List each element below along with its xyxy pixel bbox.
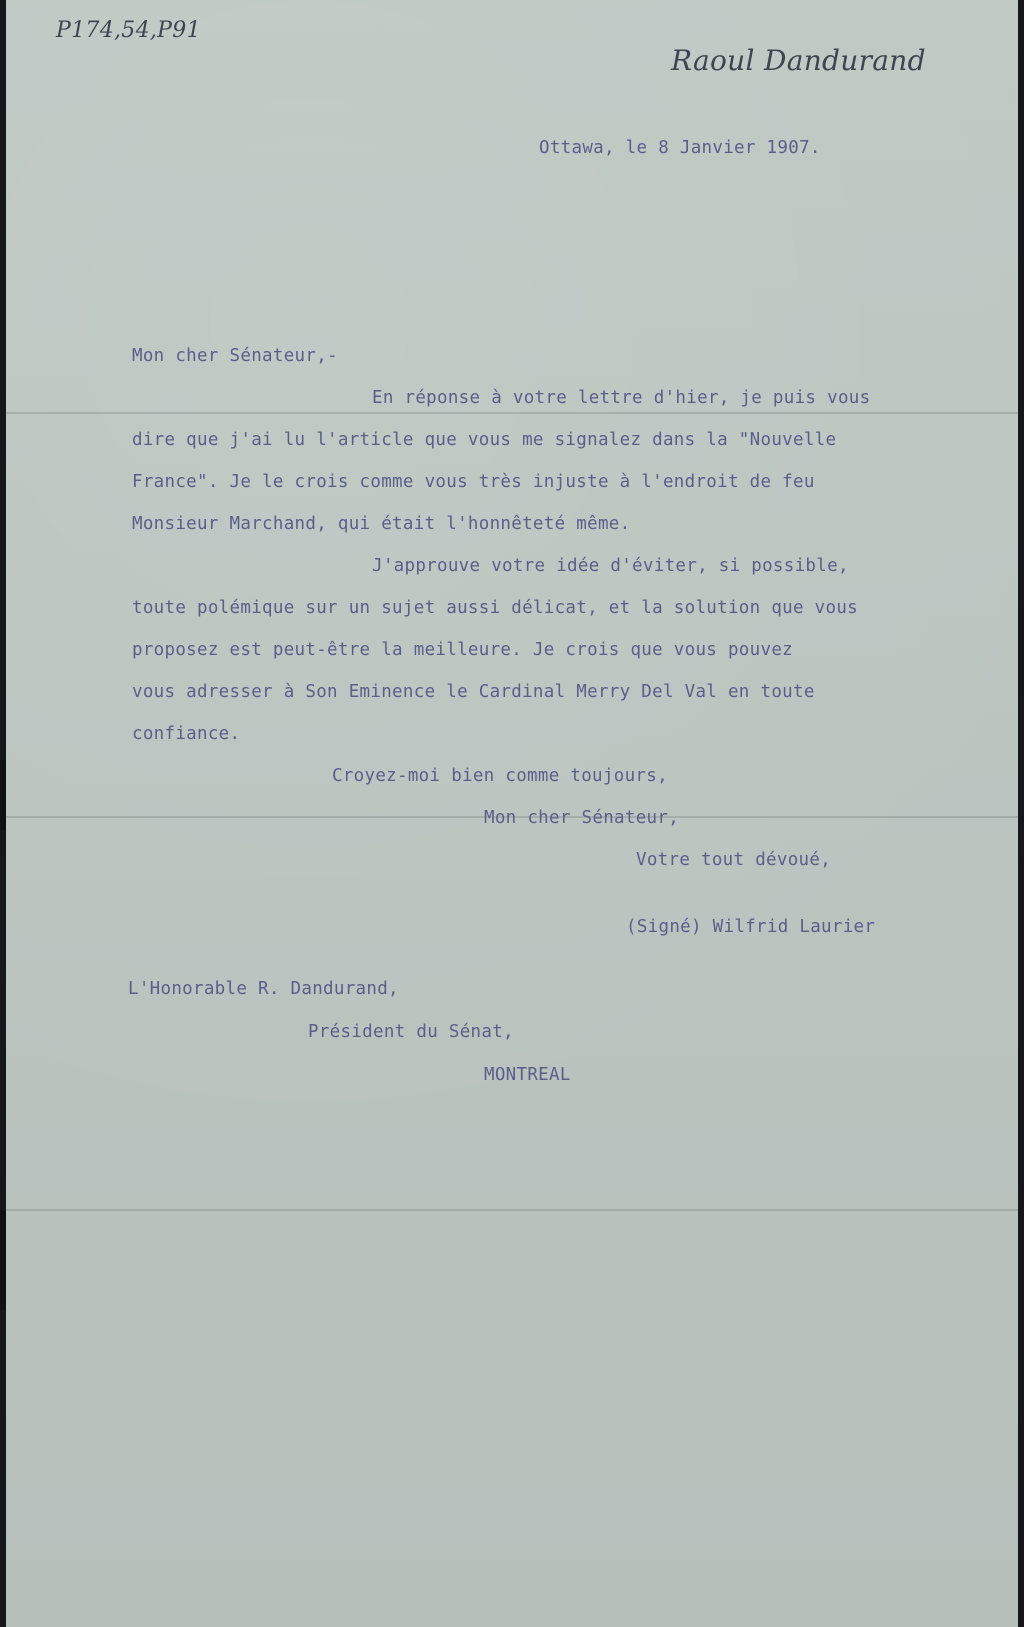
body-line: France". Je le crois comme vous très injuste à l'endroit de feu [132,472,815,492]
fold-crease-upper [6,412,1018,414]
archive-reference-note: P174,54,P91 [56,18,201,43]
address-line: MONTREAL [484,1065,571,1085]
body-line: Monsieur Marchand, qui était l'honnêteté même. [132,514,631,534]
address-line: L'Honorable R. Dandurand, [128,979,399,999]
body-line: dire que j'ai lu l'article que vous me signalez dans la "Nouvelle [132,430,837,450]
body-line: toute polémique sur un sujet aussi délicat, et la solution que vous [132,598,859,618]
dateline: Ottawa, le 8 Janvier 1907. [539,138,821,158]
salutation: Mon cher Sénateur,- [132,346,338,366]
body-line: J'approuve votre idée d'éviter, si possible, [372,556,849,576]
closing-line: Croyez-moi bien comme toujours, [332,766,668,786]
closing-line: Mon cher Sénateur, [484,808,680,828]
recipient-name-note: Raoul Dandurand [671,44,926,77]
body-line: proposez est peut-être la meilleure. Je crois que vous pouvez [132,640,793,660]
letter-page [6,0,1018,1627]
body-line: En réponse à votre lettre d'hier, je puis vous [372,388,871,408]
address-line: Président du Sénat, [308,1022,514,1042]
signature: (Signé) Wilfrid Laurier [626,917,876,937]
closing-line: Votre tout dévoué, [636,850,832,870]
body-line: confiance. [132,724,241,744]
fold-crease-lower [6,1209,1018,1211]
body-line: vous adresser à Son Eminence le Cardinal Merry Del Val en toute [132,682,815,702]
